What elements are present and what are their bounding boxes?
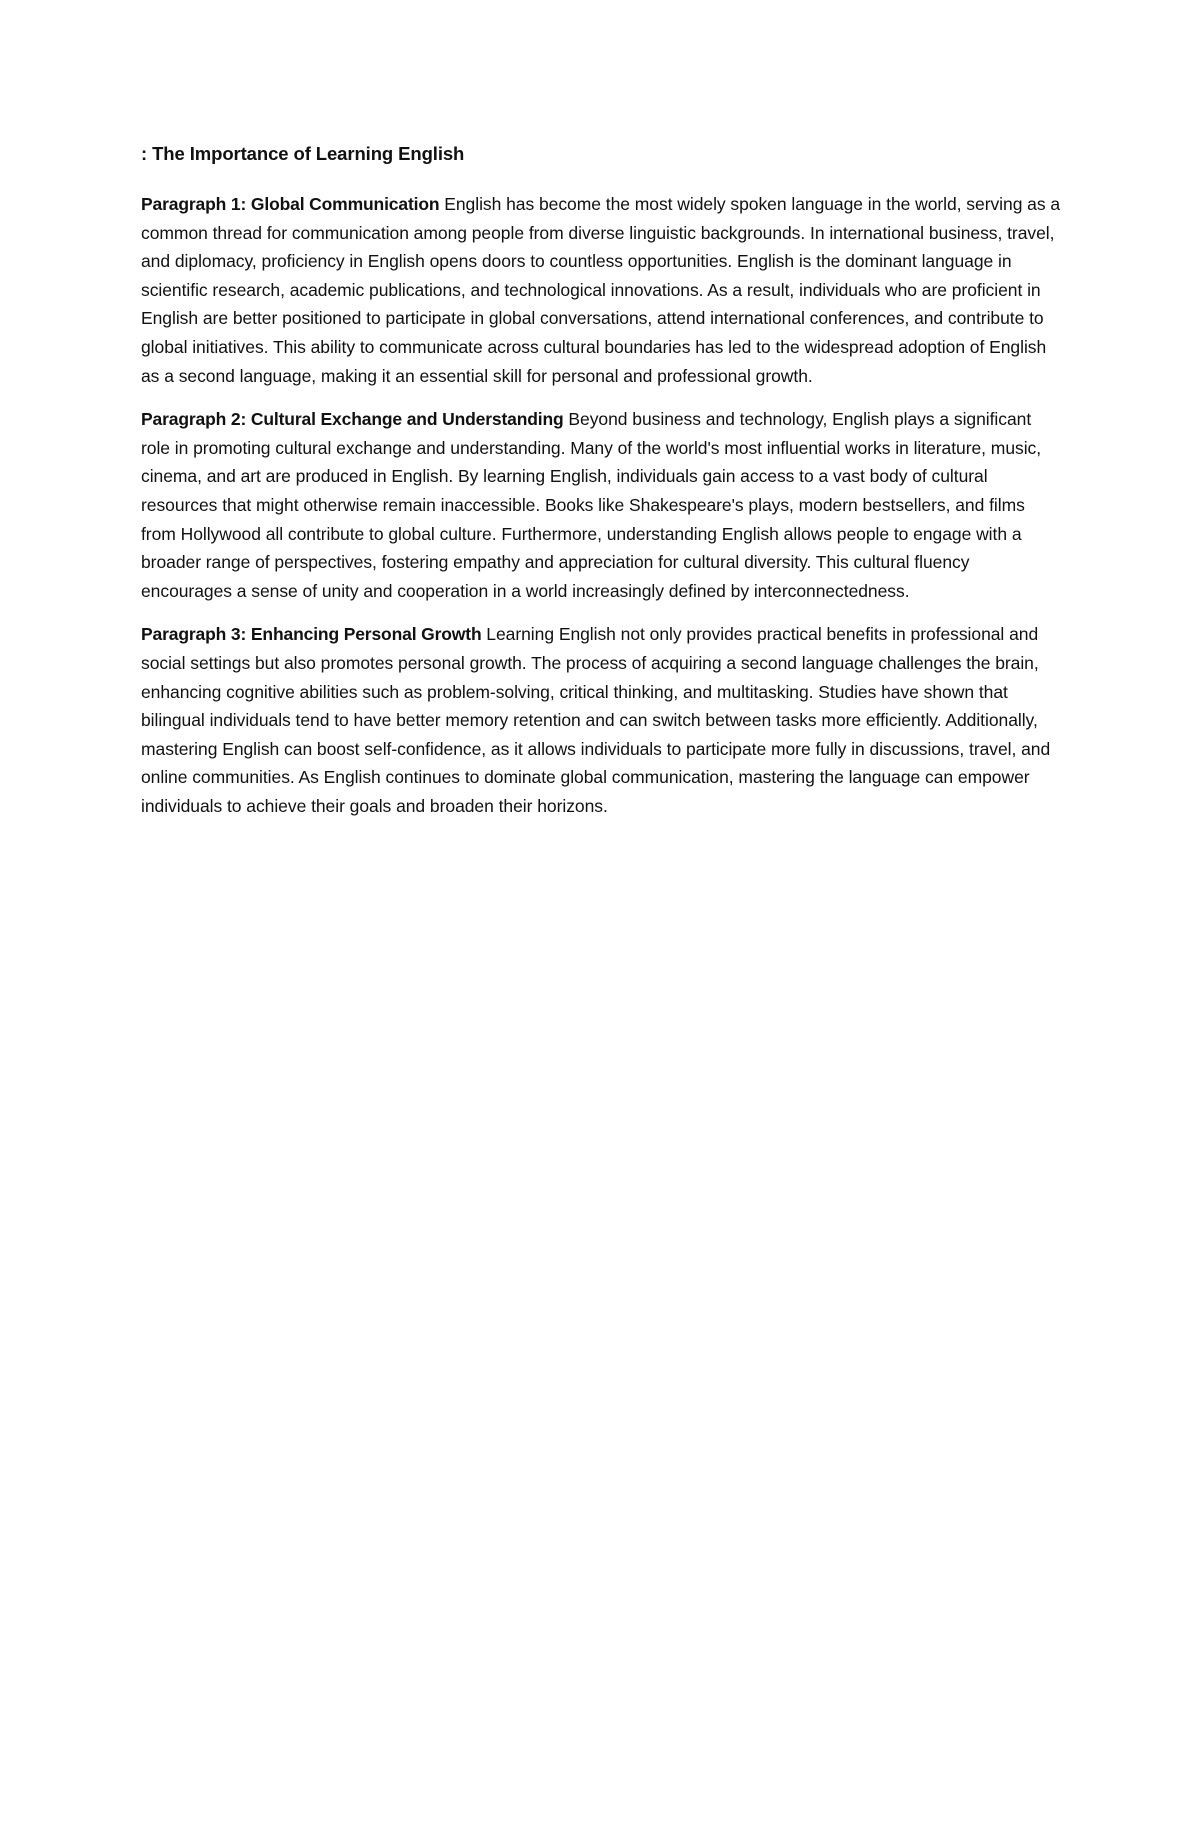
paragraph-text: Beyond business and technology, English plays a significant role in promoting cultural exchange and understanding. Many of the world's most influential works in literature, music, cinema, and art are produced in English. By learning English, individuals gain access to a vast body of cultural resources that might otherwise remain inaccessible. Books like Shakespeare's plays, modern bestsellers, and films from Hollywood all contribute to global culture. Furthermore, understanding English allows people to engage with a broader range of perspectives, fostering empathy and appreciation for cultural diversity. This cultural fluency encourages a sense of unity and cooperation in a world increasingly defined by interconnectedness. — [141, 409, 1042, 601]
paragraph-heading: Paragraph 3: Enhancing Personal Growth — [141, 624, 482, 645]
paragraph-text: Learning English not only provides practical benefits in professional and social settings but also promotes personal growth. The process of acquiring a second language challenges the brain, enhancing cognitive abilities such as problem-solving, critical thinking, and multitasking. Studies have shown that bilingual individuals tend to have better memory retention and can switch between tasks more efficiently. Additionally, mastering English can boost self-confidence, as it allows individuals to participate more fully in discussions, travel, and online communities. As English continues to dominate global communication, mastering the language can empower individuals to achieve their goals and broaden their horizons. — [141, 624, 1051, 816]
document-title: : The Importance of Learning English — [141, 143, 465, 164]
paragraph-text: English has become the most widely spoken language in the world, serving as a common thread for communication among people from diverse linguistic backgrounds. In international business, travel, and diplomacy, proficiency in English opens doors to countless opportunities. English is the dominant language in scientific research, academic publications, and technological innovations. As a result, individuals who are proficient in English are better positioned to participate in global conversations, attend international conferences, and contribute to global initiatives. This ability to communicate across cultural boundaries has led to the widespread adoption of English as a second language, making it an essential skill for personal and professional growth. — [141, 194, 1061, 386]
document-body — [141, 142, 1061, 835]
paragraph-cultural-exchange — [141, 405, 1061, 605]
paragraph-heading: Paragraph 2: Cultural Exchange and Understanding — [141, 409, 564, 430]
paragraph-global-communication — [141, 190, 1061, 390]
paragraph-heading: Paragraph 1: Global Communication — [141, 194, 440, 214]
paragraph-personal-growth — [141, 620, 1061, 820]
